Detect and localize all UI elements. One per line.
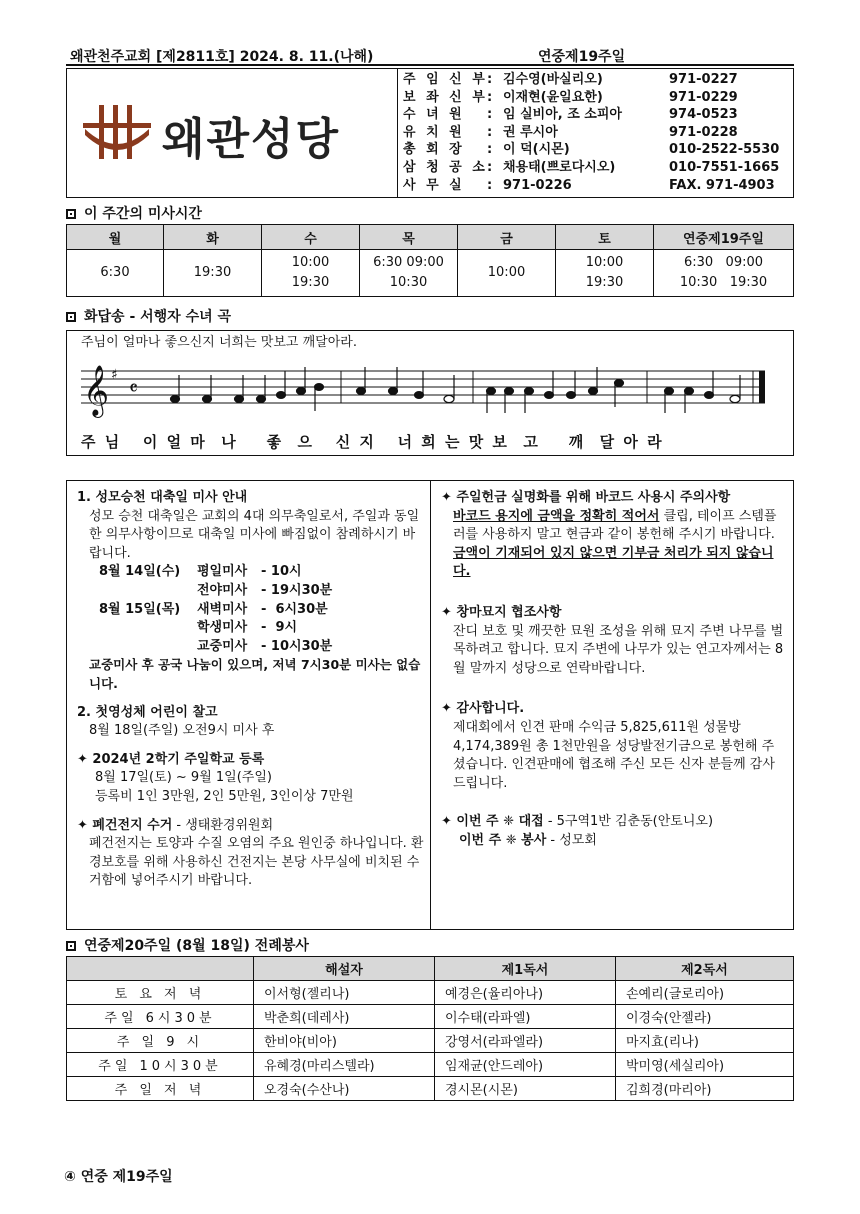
parish-header	[66, 68, 794, 198]
notice-title: ✦ 2024년 2학기 주일학교 등록	[77, 751, 265, 767]
table-row: 토 요 저 녁 이서형(젤리나) 예경은(율리아나) 손예리(글로리아)	[67, 981, 794, 1005]
page-footer: ④ 연중 제19주일	[64, 1169, 173, 1185]
notice-body: 제대회에서 인견 판매 수익금 5,825,611원 성물방 4,174,389원 총 1천만원을 성당발전기금으로 봉헌해 주셨습니다. 인견판매에 협조해 주신 모든 신자 분들께 감사드립니다.	[453, 719, 775, 791]
notice-body: 성모 승천 대축일은 교회의 4대 의무축일로서, 주일과 동일한 의무사항이므로 대축일 미사에 빠짐없이 참례하시기 바랍니다.	[89, 508, 420, 561]
roster-header-row: 해설자 제1독서 제2독서	[67, 957, 794, 981]
issue-info: 왜관천주교회 [제2811호] 2024. 8. 11.(나해)	[70, 49, 374, 65]
mass-times-row: 6:30 19:30 10:00 19:30 6:30 09:00 10:30 10:00 10:00 19:30 6:30 09:00 10:30 19:30	[67, 250, 794, 297]
mass-days-row: 월 화 수 목 금 토 연중제19주일	[67, 225, 794, 250]
notice-service: 이번 주 ❈ 봉사 - 성모회	[459, 832, 597, 848]
logo-area	[67, 69, 398, 197]
square-bullet-icon	[66, 209, 76, 219]
table-row: 주 일 저 녁 오경숙(수산나) 경시몬(시몬) 김희경(마리아)	[67, 1077, 794, 1101]
square-bullet-icon	[66, 312, 76, 322]
staff-row: 수 녀 원 : 임 실비아, 조 소피아 974-0523	[403, 107, 738, 123]
notice-body: 폐건전지는 토양과 수질 오염의 주요 원인중 하나입니다. 환경보호를 위해 사용하신 건전지는 본당 사무실에 비치된 수거함에 넣어주시기 바랍니다.	[89, 836, 424, 889]
notice-hospitality: ✦ 이번 주 ❈ 대접 - 5구역1반 김춘동(안토니오)	[441, 814, 714, 830]
table-row: 주 일 9 시 한비야(비아) 강영서(라파엘라) 마지효(리나)	[67, 1029, 794, 1053]
notice-title: ✦ 주일헌금 실명화를 위해 바코드 사용시 주의사항	[441, 490, 731, 505]
staff-row: 사 무 실 : 971-0226 FAX. 971-4903	[403, 177, 775, 193]
header-rule	[66, 64, 794, 66]
notices-right-column	[441, 489, 785, 851]
mass-section-title: 이 주간의 미사시간	[66, 203, 202, 223]
notice-body: 8월 18일(주일) 오전9시 미사 후	[89, 723, 275, 739]
psalm-refrain: 주님이 얼마나 좋으신지 너희는 맛보고 깨달아라.	[81, 335, 357, 350]
staff-directory	[403, 71, 789, 194]
psalm-box	[66, 330, 794, 456]
notice-title: ✦ 감사합니다.	[441, 701, 525, 717]
roster-section-title: 연중제20주일 (8월 18일) 전례봉사	[66, 935, 309, 955]
mass-schedule-row: 학생미사 - 9시	[197, 620, 298, 636]
mass-times-table	[66, 224, 794, 297]
music-staff	[81, 361, 781, 427]
staff-row: 주 임 신 부 : 김수영(바실리오) 971-0227	[403, 72, 738, 87]
svg-text:𝄞: 𝄞	[83, 365, 110, 416]
staff-row: 총 회 장 : 이 덕(시몬) 010-2522-5530	[403, 142, 780, 158]
notice-body: 잔디 보호 및 깨끗한 묘원 조성을 위해 묘지 주변 나무를 벌목하려고 합니다. 묘지 주변에 나무가 있는 연고자께서는 8월 말까지 성당으로 연락바랍니다.	[453, 623, 784, 676]
sunday-name: 연중제19주일	[538, 49, 626, 65]
svg-text:𝄴: 𝄴	[129, 376, 138, 400]
square-bullet-icon	[66, 941, 76, 951]
mass-schedule-row: 전야미사 - 19시30분	[197, 582, 333, 598]
notice-title: ✦ 폐건전지 수거 - 생태환경위원회	[77, 817, 274, 833]
notices-left-column	[77, 489, 425, 891]
table-row: 주일 6시30분 박춘희(데레사) 이수태(라파엘) 이경숙(안젤라)	[67, 1005, 794, 1029]
staff-row: 유 치 원 : 권 루시아 971-0228	[403, 124, 738, 140]
notice-body: 바코드 용지에 금액을 정확히 적어서 클립, 테이프 스템플러를 사용하지 말고 현금과 같이 봉헌해 주시기 바랍니다. 금액이 기재되어 있지 않으면 기부금 처리가 되지 않습니다.	[453, 508, 777, 580]
staff-row: 삼 청 공 소 : 채용태(쁘로다시오) 010-7551-1665	[403, 159, 780, 175]
mass-schedule-row: 8월 15일(목) 새벽미사 - 6시30분	[99, 601, 328, 617]
parish-logo-text: 왜관성당	[162, 114, 341, 165]
column-divider	[430, 481, 431, 929]
psalm-section-title: 화답송 - 서행자 수녀 곡	[66, 306, 231, 326]
mass-schedule-row: 교중미사 - 10시30분	[197, 638, 333, 654]
notice-title: 2. 첫영성체 어린이 찰고	[77, 704, 218, 720]
church-logo-icon	[79, 103, 155, 163]
liturgy-roster-table	[66, 956, 794, 1101]
psalm-lyrics: 주 님 이 얼 마 나 좋 으 신 지 너 희 는 맛 보 고 깨 달 아 라	[81, 433, 664, 451]
notices-box	[66, 480, 794, 930]
notice-body: 8월 17일(토) ~ 9월 1일(주일)	[95, 770, 272, 786]
table-row: 주일 10시30분 유혜경(마리스텔라) 임재균(안드레아) 박미영(세실리아)	[67, 1053, 794, 1077]
notice-title: 1. 성모승천 대축일 미사 안내	[77, 490, 248, 505]
svg-text:♯: ♯	[111, 367, 118, 383]
mass-schedule-row: 8월 14일(수) 평일미사 - 10시	[99, 564, 302, 580]
notice-body: 등록비 1인 3만원, 2인 5만원, 3인이상 7만원	[95, 788, 354, 804]
staff-row: 보 좌 신 부 : 이재현(윤일요한) 971-0229	[403, 89, 738, 105]
notice-note: 교중미사 후 공국 나눔이 있으며, 저녁 7시30분 미사는 없습니다.	[89, 657, 421, 691]
notice-title: ✦ 창마묘지 협조사항	[441, 604, 562, 620]
